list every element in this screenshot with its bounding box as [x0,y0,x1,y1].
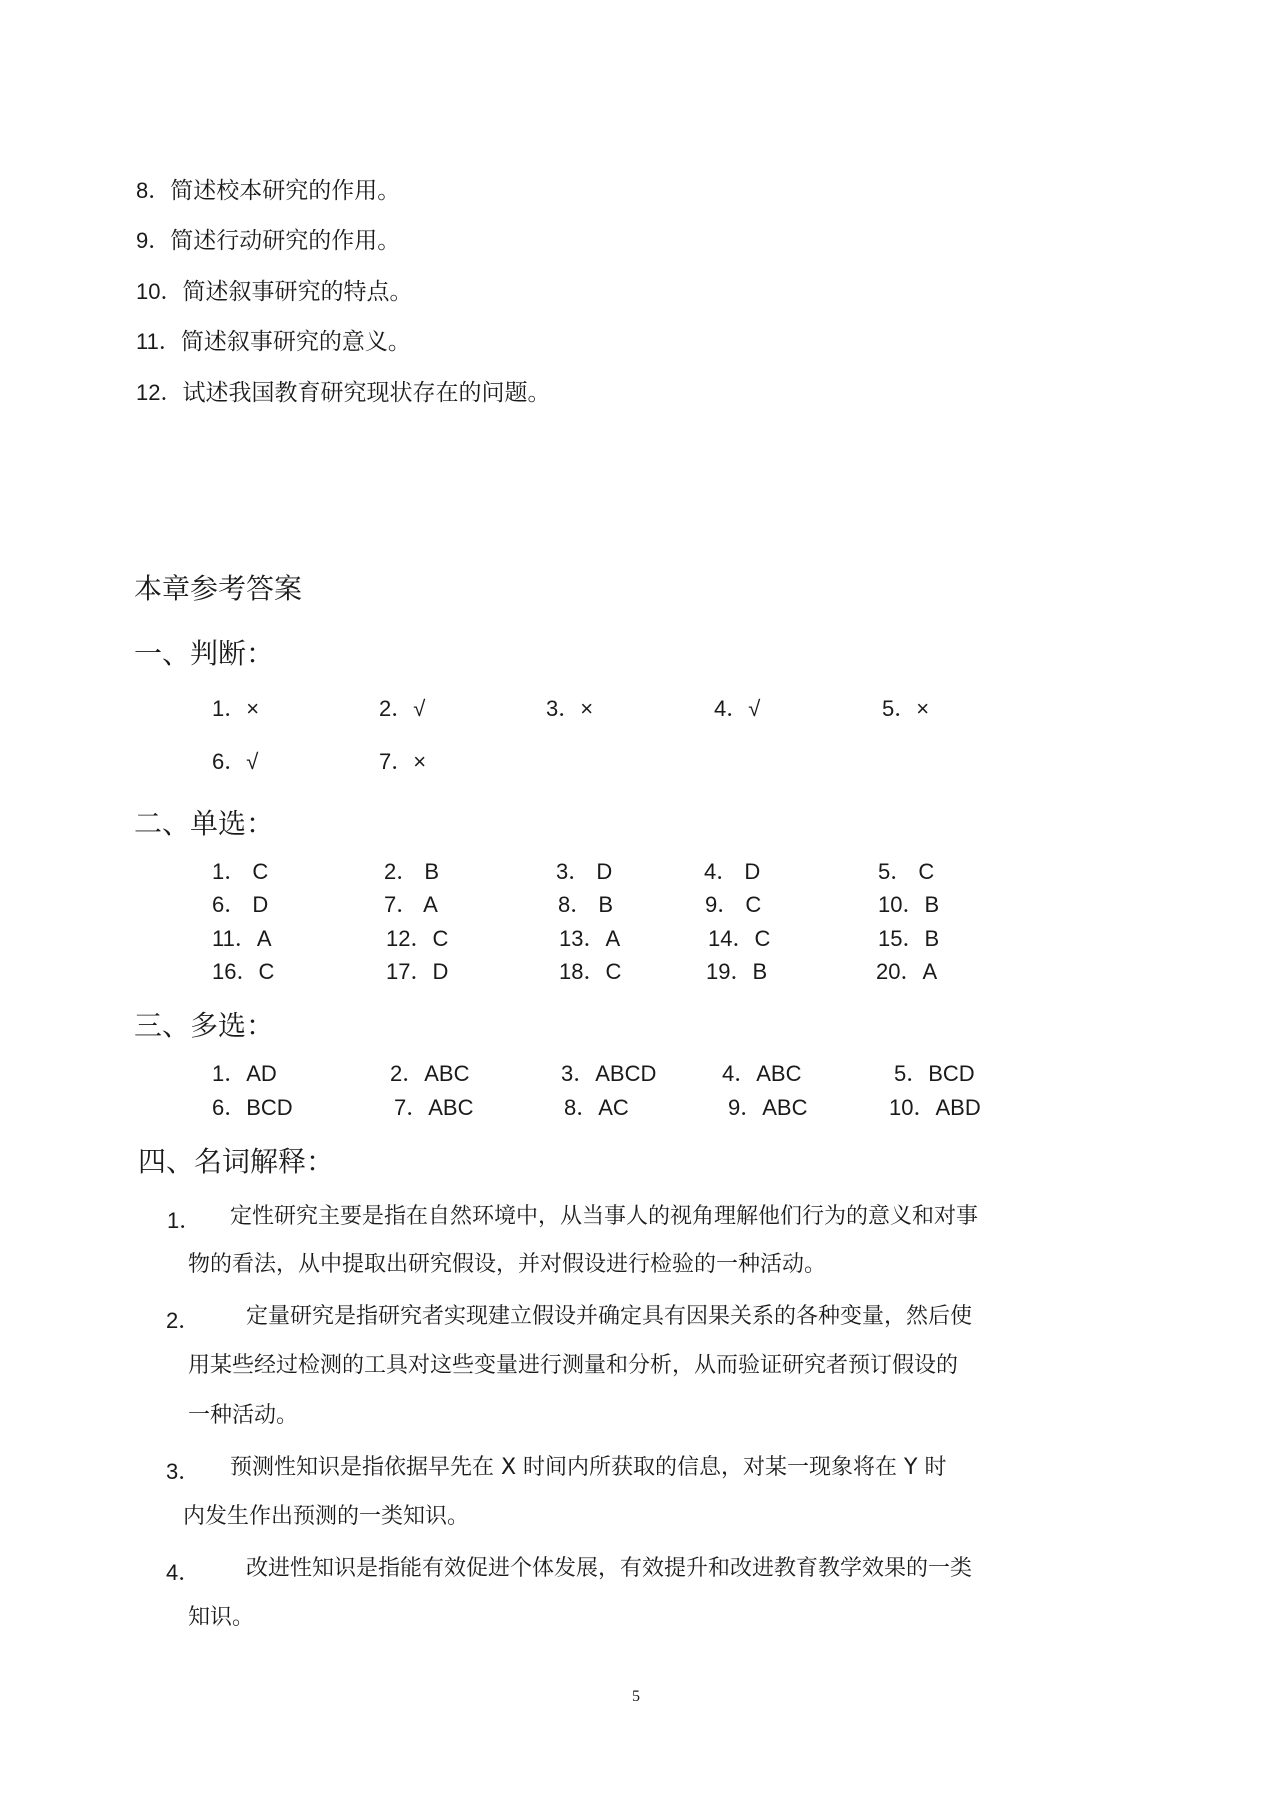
question-text: 试述我国教育研究现状存在的问题。 [182,380,551,406]
question-item [136,323,411,356]
definition-line: 用某些经过检测的工具对这些变量进行测量和分析，从而验证研究者预订假设的 [188,1353,959,1378]
definition-line: 定性研究主要是指在自然环境中，从当事人的视角理解他们行为的意义和对事 [230,1204,979,1229]
judgment-answer: 1．× [212,696,260,721]
section-title-multiple-choice: 三、多选： [134,1009,275,1042]
judgment-answer: 2．√ [379,696,426,721]
definition-number: 1． [167,1208,202,1233]
multiple-choice-answer: 9．ABC [728,1095,808,1120]
question-text: 简述校本研究的作用。 [170,178,401,204]
single-choice-answer: 3． D [556,859,613,884]
definition-line: 知识。 [188,1605,255,1630]
single-choice-answer: 10．B [878,892,940,917]
single-choice-answer: 18．C [559,959,622,984]
multiple-choice-answer: 4．ABC [722,1061,802,1086]
single-choice-answer: 13．A [559,926,621,951]
single-choice-answer: 9． C [705,892,762,917]
single-choice-answer: 16．C [212,959,275,984]
single-choice-answer: 15．B [878,926,940,951]
question-item [136,172,400,205]
definition-line: 一种活动。 [188,1403,299,1428]
single-choice-answer: 14．C [708,926,771,951]
question-number: 12． [136,380,183,405]
definition-number: 2． [166,1308,201,1333]
question-item [136,374,550,407]
single-choice-answer: 4． D [704,859,761,884]
judgment-answer: 7．× [379,749,427,774]
multiple-choice-answer: 1．AD [212,1061,277,1086]
section-title-single-choice: 二、单选： [134,807,275,840]
single-choice-answer: 5． C [878,859,935,884]
single-choice-answer: 1． C [212,859,269,884]
question-number: 11． [136,329,181,354]
definition-line: 定量研究是指研究者实现建立假设并确定具有因果关系的各种变量，然后使 [246,1304,973,1329]
multiple-choice-answer: 8．AC [564,1095,629,1120]
multiple-choice-answer: 6．BCD [212,1095,293,1120]
judgment-answer: 5．× [882,696,930,721]
question-text: 简述叙事研究的意义。 [180,329,411,355]
answer-title: 本章参考答案 [134,572,303,605]
definition-line: 物的看法，从中提取出研究假设，并对假设进行检验的一种活动。 [188,1252,827,1277]
single-choice-answer: 19．B [706,959,768,984]
definition-line: 预测性知识是指依据早先在 X 时间内所获取的信息，对某一现象将在 Y 时 [230,1455,947,1480]
multiple-choice-answer: 10．ABD [889,1095,981,1120]
section-title-judgment: 一、判断： [134,637,275,670]
question-number: 10． [136,279,183,304]
multiple-choice-answer: 3．ABCD [561,1061,657,1086]
definition-number: 4． [166,1560,201,1585]
single-choice-answer: 8． B [558,892,614,917]
section-title-term-definitions: 四、名词解释： [138,1145,335,1178]
single-choice-answer: 12．C [386,926,449,951]
page-number: 5 [632,1688,640,1705]
definition-line: 内发生作出预测的一类知识。 [183,1504,470,1529]
multiple-choice-answer: 2．ABC [390,1061,470,1086]
single-choice-answer: 7． A [384,892,438,917]
judgment-answer: 4．√ [714,696,761,721]
definition-line: 改进性知识是指能有效促进个体发展，有效提升和改进教育教学效果的一类 [246,1556,973,1581]
question-item [136,273,412,306]
single-choice-answer: 17．D [386,959,449,984]
judgment-answer: 3．× [546,696,594,721]
question-number: 9． [136,228,171,253]
question-text: 简述行动研究的作用。 [170,228,401,254]
multiple-choice-answer: 7．ABC [394,1095,474,1120]
judgment-answer: 6．√ [212,749,259,774]
question-number: 8． [136,178,171,203]
single-choice-answer: 2． B [384,859,440,884]
definition-number: 3． [166,1459,201,1484]
single-choice-answer: 6． D [212,892,269,917]
multiple-choice-answer: 5．BCD [894,1061,975,1086]
question-item [136,222,400,255]
single-choice-answer: 11．A [212,926,272,951]
single-choice-answer: 20．A [876,959,938,984]
question-text: 简述叙事研究的特点。 [182,279,413,305]
